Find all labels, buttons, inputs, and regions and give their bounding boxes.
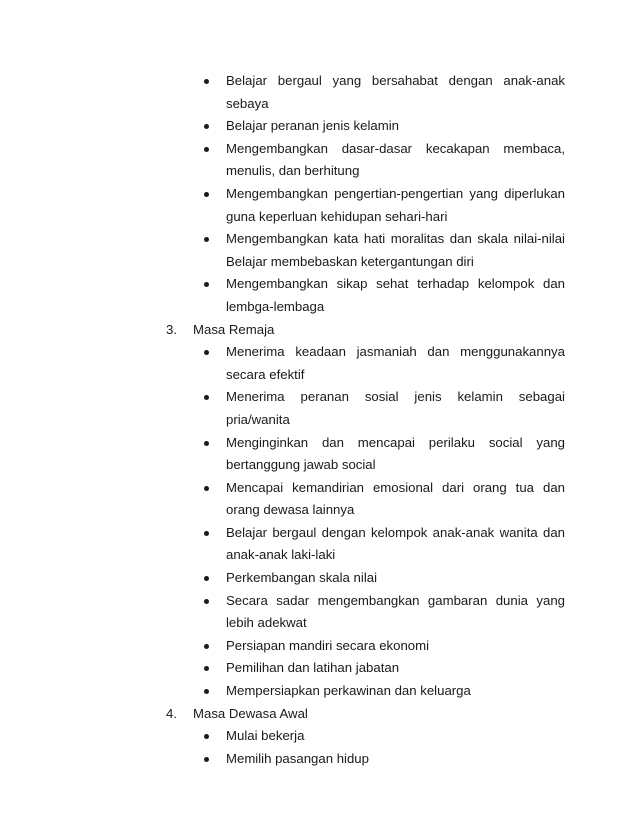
list-item: Memilih pasangan hidup <box>226 748 565 771</box>
bullet-icon <box>204 576 209 581</box>
bullet-icon <box>204 441 209 446</box>
section-title: Masa Remaja <box>193 321 275 337</box>
bullet-icon <box>204 734 209 739</box>
bullet-icon <box>204 666 209 671</box>
section-title: Masa Dewasa Awal <box>193 705 308 721</box>
bullet-icon <box>204 395 209 400</box>
list-item: Persiapan mandiri secara ekonomi <box>226 635 565 658</box>
bullet-list-top <box>165 70 573 319</box>
bullet-icon <box>204 644 209 649</box>
section-number: 4. <box>166 705 177 721</box>
list-item: Menerima peranan sosial jenis kelamin sebagai pria/wanita <box>226 386 565 431</box>
bullet-icon <box>204 237 209 242</box>
bullet-list-section4 <box>165 725 565 770</box>
list-item: Mencapai kemandirian emosional dari orang tua dan orang dewasa lainnya <box>226 477 565 522</box>
list-item: Mulai bekerja <box>226 725 565 748</box>
list-item: Belajar peranan jenis kelamin <box>226 115 565 138</box>
bullet-icon <box>204 147 209 152</box>
bullet-icon <box>204 531 209 536</box>
bullet-icon <box>204 757 209 762</box>
section-heading-4 <box>165 703 565 726</box>
bullet-icon <box>204 192 209 197</box>
list-item: Perkembangan skala nilai <box>226 567 565 590</box>
bullet-icon <box>204 599 209 604</box>
document-content <box>165 70 573 770</box>
list-item: Menerima keadaan jasmaniah dan menggunakannya secara efektif <box>226 341 565 386</box>
bullet-icon <box>204 79 209 84</box>
section-number: 3. <box>166 321 177 337</box>
bullet-icon <box>204 486 209 491</box>
section-heading-3 <box>165 319 565 342</box>
bullet-list-section3 <box>165 341 565 703</box>
list-item: Mengembangkan sikap sehat terhadap kelompok dan lembga-lembaga <box>226 273 565 318</box>
list-item: Menginginkan dan mencapai perilaku social yang bertanggung jawab social <box>226 432 565 477</box>
list-item: Belajar bergaul yang bersahabat dengan anak-anak sebaya <box>226 70 565 115</box>
bullet-icon <box>204 124 209 129</box>
list-item: Mempersiapkan perkawinan dan keluarga <box>226 680 565 703</box>
list-item: Mengembangkan kata hati moralitas dan skala nilai-nilai Belajar membebaskan ketergantungan diri <box>226 228 565 273</box>
list-item: Belajar bergaul dengan kelompok anak-anak wanita dan anak-anak laki-laki <box>226 522 565 567</box>
list-item: Mengembangkan pengertian-pengertian yang diperlukan guna keperluan kehidupan sehari-hari <box>226 183 565 228</box>
list-item: Pemilihan dan latihan jabatan <box>226 657 565 680</box>
bullet-icon <box>204 282 209 287</box>
list-item: Secara sadar mengembangkan gambaran dunia yang lebih adekwat <box>226 590 565 635</box>
bullet-icon <box>204 350 209 355</box>
bullet-icon <box>204 689 209 694</box>
list-item: Mengembangkan dasar-dasar kecakapan membaca, menulis, dan berhitung <box>226 138 565 183</box>
